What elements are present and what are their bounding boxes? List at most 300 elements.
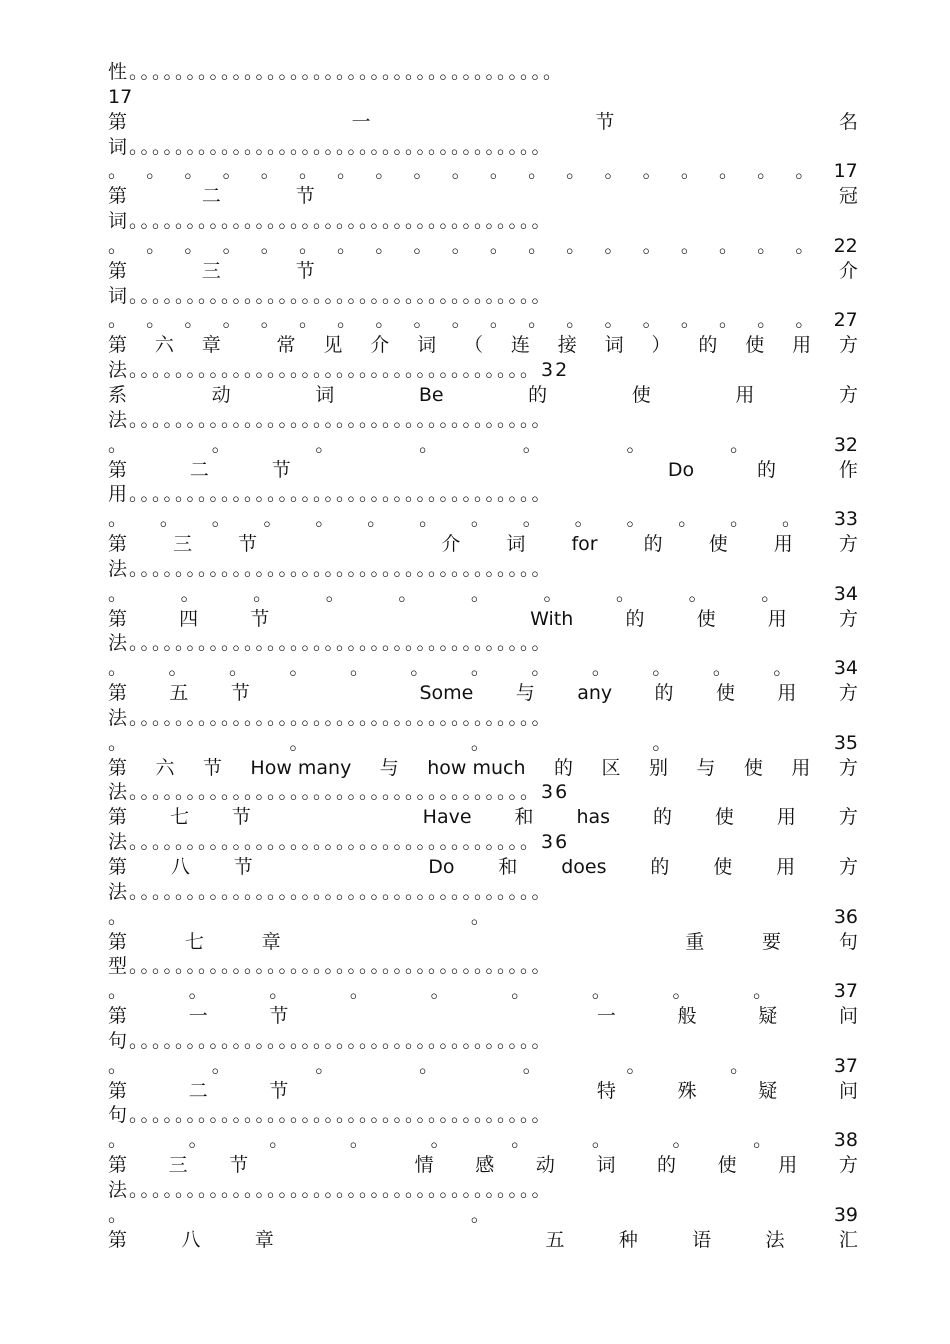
toc-token: 作 bbox=[838, 458, 858, 481]
toc-token: 用 bbox=[776, 856, 796, 878]
toc-token: 。 bbox=[349, 1129, 369, 1152]
toc-token: 。 bbox=[470, 731, 490, 754]
toc-token: 。 bbox=[108, 309, 128, 332]
toc-token: Be bbox=[418, 383, 444, 406]
toc-token: 第 bbox=[108, 756, 128, 779]
toc-token: 。 bbox=[489, 309, 509, 332]
toc-token: 。 bbox=[522, 433, 542, 456]
toc-line bbox=[108, 110, 858, 135]
toc-token: 法。。。。。。。。。。。。。。。。。。。。。。。。。。。。。。。。。。。36 bbox=[108, 831, 570, 854]
toc-line bbox=[108, 1178, 858, 1203]
toc-token: 。 bbox=[688, 582, 708, 605]
toc-token: 节 bbox=[233, 856, 253, 878]
toc-token: （ bbox=[463, 334, 483, 357]
toc-token: 第 bbox=[108, 1228, 128, 1251]
toc-token: 用 bbox=[778, 1154, 798, 1177]
toc-token: 。 bbox=[146, 160, 166, 183]
toc-token: 法。。。。。。。。。。。。。。。。。。。。。。。。。。。。。。。。。。。。 bbox=[108, 1178, 553, 1201]
toc-line bbox=[108, 85, 858, 110]
toc-token: 第 bbox=[108, 682, 128, 705]
toc-token: 连 bbox=[510, 334, 530, 357]
toc-token: 第 bbox=[108, 930, 128, 953]
toc-token: 。 bbox=[642, 309, 662, 332]
toc-token: 法。。。。。。。。。。。。。。。。。。。。。。。。。。。。。。。。。。。36 bbox=[108, 781, 570, 804]
toc-line bbox=[108, 1103, 858, 1128]
toc-token: 。 bbox=[108, 731, 128, 754]
toc-token: 。 bbox=[367, 508, 387, 531]
toc-token: 法。。。。。。。。。。。。。。。。。。。。。。。。。。。。。。。。。。。。 bbox=[108, 557, 553, 580]
toc-token: 。 bbox=[470, 905, 490, 928]
toc-token: 32 bbox=[833, 433, 858, 456]
toc-line bbox=[108, 756, 858, 781]
toc-token: 。 bbox=[642, 234, 662, 257]
toc-token: 。 bbox=[108, 657, 128, 680]
toc-token: 。 bbox=[604, 309, 624, 332]
toc-line bbox=[108, 1079, 858, 1104]
toc-token: 方 bbox=[838, 756, 858, 779]
toc-token: 。 bbox=[652, 731, 672, 754]
toc-token: 。 bbox=[325, 582, 345, 605]
toc-token: 。 bbox=[672, 1129, 692, 1152]
toc-token: 。 bbox=[604, 234, 624, 257]
toc-token: 。 bbox=[289, 731, 309, 754]
toc-token: 。 bbox=[375, 234, 395, 257]
toc-line bbox=[108, 706, 858, 731]
toc-line bbox=[108, 482, 858, 507]
toc-token: 常 bbox=[276, 334, 296, 357]
toc-line bbox=[108, 333, 858, 358]
toc-line bbox=[108, 358, 858, 383]
toc-token: 四 bbox=[179, 607, 199, 630]
toc-line bbox=[108, 979, 858, 1004]
toc-token: 型。。。。。。。。。。。。。。。。。。。。。。。。。。。。。。。。。。。。 bbox=[108, 955, 553, 978]
toc-token: 问 bbox=[838, 1079, 858, 1102]
toc-token: 节 bbox=[295, 185, 315, 208]
toc-token: 七 bbox=[169, 806, 189, 829]
toc-token: 。 bbox=[146, 234, 166, 257]
toc-token: 第 bbox=[108, 806, 128, 829]
toc-line bbox=[108, 433, 858, 458]
toc-line bbox=[108, 135, 858, 160]
toc-token: 一 bbox=[351, 110, 371, 133]
toc-token: 。 bbox=[489, 160, 509, 183]
toc-token: Do bbox=[667, 458, 695, 481]
toc-token: 35 bbox=[833, 731, 858, 754]
toc-token: 区 bbox=[601, 756, 621, 779]
toc-token: 。 bbox=[470, 1203, 490, 1226]
toc-line bbox=[108, 607, 858, 632]
toc-line bbox=[108, 60, 858, 85]
toc-token: 。 bbox=[108, 433, 128, 456]
toc-token: 汇 bbox=[838, 1228, 858, 1251]
toc-token: 。 bbox=[188, 980, 208, 1003]
toc-token: 。 bbox=[528, 160, 548, 183]
toc-token: 。 bbox=[108, 582, 128, 605]
toc-token: 。 bbox=[184, 160, 204, 183]
toc-token: 。 bbox=[253, 582, 273, 605]
toc-token: 。 bbox=[773, 657, 793, 680]
toc-token: 词。。。。。。。。。。。。。。。。。。。。。。。。。。。。。。。。。。。。 bbox=[108, 284, 553, 307]
toc-token: 重 bbox=[685, 930, 705, 953]
toc-token: 。 bbox=[470, 582, 490, 605]
toc-token: 用。。。。。。。。。。。。。。。。。。。。。。。。。。。。。。。。。。。。 bbox=[108, 483, 553, 506]
toc-token: 六 bbox=[154, 334, 174, 357]
toc-token: How many bbox=[250, 756, 352, 779]
toc-token: 。 bbox=[652, 657, 672, 680]
toc-token: 。 bbox=[168, 657, 188, 680]
toc-token: 的 bbox=[528, 383, 548, 406]
toc-token: 。 bbox=[413, 234, 433, 257]
toc-token: 特 bbox=[596, 1079, 616, 1102]
toc-token: 节 bbox=[595, 110, 615, 133]
toc-token: 。 bbox=[269, 1129, 289, 1152]
toc-token: 37 bbox=[833, 1054, 858, 1077]
toc-token: 和 bbox=[498, 856, 518, 878]
toc-token: 。 bbox=[680, 160, 700, 183]
toc-token: 。 bbox=[260, 234, 280, 257]
toc-token: With bbox=[530, 607, 574, 630]
toc-token: 第 bbox=[108, 1005, 128, 1028]
toc-token: 方 bbox=[838, 1154, 858, 1177]
toc-token: 。 bbox=[522, 1054, 542, 1077]
toc-line bbox=[108, 284, 858, 309]
toc-token: 38 bbox=[833, 1129, 858, 1152]
toc-token: 。 bbox=[470, 657, 490, 680]
toc-token: 。 bbox=[489, 234, 509, 257]
toc-token: 。 bbox=[757, 309, 777, 332]
toc-token: 。 bbox=[511, 1129, 531, 1152]
toc-token: Some bbox=[419, 682, 474, 705]
toc-token: 的 bbox=[757, 458, 777, 481]
toc-token: 。 bbox=[531, 657, 551, 680]
toc-token: 和 bbox=[514, 806, 534, 829]
toc-token: 情 bbox=[414, 1154, 434, 1177]
toc-token: 22 bbox=[833, 234, 858, 257]
toc-line bbox=[108, 631, 858, 656]
toc-token: 用 bbox=[791, 756, 811, 779]
toc-line bbox=[108, 830, 858, 855]
toc-token: 。 bbox=[211, 433, 231, 456]
toc-token: 般 bbox=[677, 1005, 697, 1028]
toc-token: 。 bbox=[410, 657, 430, 680]
toc-token: 。 bbox=[757, 160, 777, 183]
toc-token: 使 bbox=[696, 607, 716, 630]
toc-token: 。 bbox=[222, 309, 242, 332]
toc-token: 接 bbox=[557, 334, 577, 357]
toc-token: 八 bbox=[181, 1228, 201, 1251]
toc-token: 二 bbox=[188, 1079, 208, 1102]
toc-token: 使 bbox=[714, 806, 734, 829]
toc-token: 。 bbox=[211, 1054, 231, 1077]
toc-token: 方 bbox=[838, 383, 858, 406]
toc-token: 法 bbox=[765, 1228, 785, 1251]
toc-token: 的 bbox=[625, 607, 645, 630]
toc-token: does bbox=[561, 856, 607, 878]
toc-token: 七 bbox=[184, 930, 204, 953]
toc-token: 。 bbox=[298, 160, 318, 183]
toc-token: 。 bbox=[315, 433, 335, 456]
toc-token: 介 bbox=[370, 334, 390, 357]
toc-token: 介 bbox=[441, 533, 461, 556]
toc-token: 。 bbox=[566, 234, 586, 257]
toc-token: 。 bbox=[730, 433, 750, 456]
toc-line bbox=[108, 209, 858, 234]
toc-token: 节 bbox=[269, 1079, 289, 1102]
toc-token: 章 bbox=[261, 930, 281, 953]
toc-token: 与 bbox=[515, 682, 535, 705]
toc-token: 。 bbox=[263, 508, 283, 531]
toc-line bbox=[108, 1153, 858, 1178]
toc-token: 。 bbox=[470, 508, 490, 531]
toc-token: 词 bbox=[315, 383, 335, 406]
toc-token: 使 bbox=[708, 533, 728, 556]
toc-line bbox=[108, 954, 858, 979]
toc-token: 。 bbox=[543, 582, 563, 605]
toc-token: 法。。。。。。。。。。。。。。。。。。。。。。。。。。。。。。。。。。。32 bbox=[108, 359, 570, 382]
toc-token: 词 bbox=[596, 1154, 616, 1177]
toc-token: 。 bbox=[337, 160, 357, 183]
toc-token: 。 bbox=[591, 980, 611, 1003]
toc-token: 问 bbox=[838, 1005, 858, 1028]
toc-token: 节 bbox=[202, 756, 222, 779]
toc-token: 。 bbox=[626, 1054, 646, 1077]
toc-token: 。 bbox=[528, 234, 548, 257]
toc-token: 介 bbox=[838, 259, 858, 282]
toc-line bbox=[108, 1203, 858, 1228]
toc-token: 的 bbox=[643, 533, 663, 556]
toc-token: 。 bbox=[289, 657, 309, 680]
toc-token: 。 bbox=[566, 160, 586, 183]
toc-token: 。 bbox=[430, 980, 450, 1003]
toc-token: 第 bbox=[108, 533, 128, 556]
toc-token: 。 bbox=[349, 980, 369, 1003]
toc-token: 。 bbox=[180, 582, 200, 605]
toc-token: 。 bbox=[269, 980, 289, 1003]
toc-token: 殊 bbox=[677, 1079, 697, 1102]
toc-token: 第 bbox=[108, 110, 128, 133]
toc-token: 。 bbox=[604, 160, 624, 183]
toc-token: 方 bbox=[838, 334, 858, 357]
toc-token: 法。。。。。。。。。。。。。。。。。。。。。。。。。。。。。。。。。。。。 bbox=[108, 408, 553, 431]
toc-token: 一 bbox=[596, 1005, 616, 1028]
toc-token: how much bbox=[427, 756, 526, 779]
toc-token: 。 bbox=[349, 657, 369, 680]
toc-line bbox=[108, 159, 858, 184]
toc-token: 别 bbox=[648, 756, 668, 779]
toc-token: 。 bbox=[375, 309, 395, 332]
toc-token: 17 bbox=[108, 85, 133, 108]
toc-token: 第 bbox=[108, 1154, 128, 1177]
toc-token: 节 bbox=[238, 533, 258, 556]
toc-token: 节 bbox=[231, 806, 251, 829]
toc-token: 。 bbox=[528, 309, 548, 332]
toc-line bbox=[108, 259, 858, 284]
toc-line bbox=[108, 507, 858, 532]
toc-token: 冠 bbox=[838, 185, 858, 208]
toc-token: 用 bbox=[777, 682, 797, 705]
toc-token: 第 bbox=[108, 856, 128, 878]
toc-token: 。 bbox=[451, 234, 471, 257]
toc-token: has bbox=[576, 806, 611, 829]
toc-token: 。 bbox=[413, 160, 433, 183]
toc-token: 。 bbox=[795, 309, 815, 332]
toc-line bbox=[108, 1054, 858, 1079]
toc-token: 。 bbox=[753, 980, 773, 1003]
toc-token: 。 bbox=[730, 508, 750, 531]
toc-line bbox=[108, 656, 858, 681]
toc-token: 。 bbox=[574, 508, 594, 531]
toc-line bbox=[108, 234, 858, 259]
toc-token: 三 bbox=[201, 259, 221, 282]
toc-token: 疑 bbox=[758, 1005, 778, 1028]
toc-token: 动 bbox=[535, 1154, 555, 1177]
toc-token: 。 bbox=[626, 433, 646, 456]
toc-token: 。 bbox=[451, 309, 471, 332]
toc-token: 37 bbox=[833, 980, 858, 1003]
toc-token: 。 bbox=[761, 582, 781, 605]
toc-token: 节 bbox=[295, 259, 315, 282]
toc-token: 。 bbox=[419, 508, 439, 531]
toc-token: 用 bbox=[767, 607, 787, 630]
toc-token: 与 bbox=[379, 756, 399, 779]
toc-token: 法。。。。。。。。。。。。。。。。。。。。。。。。。。。。。。。。。。。。 bbox=[108, 632, 553, 655]
toc-token: for bbox=[571, 533, 598, 556]
toc-token: 系 bbox=[108, 383, 128, 406]
toc-token: 六 bbox=[155, 756, 175, 779]
toc-token: 二 bbox=[189, 458, 209, 481]
toc-token: 第 bbox=[108, 334, 128, 357]
toc-token: any bbox=[577, 682, 613, 705]
toc-token: ） bbox=[651, 334, 671, 357]
toc-token: 的 bbox=[652, 806, 672, 829]
toc-token: 三 bbox=[168, 1154, 188, 1177]
toc-token: 。 bbox=[188, 1129, 208, 1152]
toc-token: 第 bbox=[108, 607, 128, 630]
toc-token: 的 bbox=[657, 1154, 677, 1177]
toc-line bbox=[108, 532, 858, 557]
toc-token: 与 bbox=[696, 756, 716, 779]
toc-token: 。 bbox=[222, 234, 242, 257]
toc-token: 用 bbox=[735, 383, 755, 406]
toc-token: 节 bbox=[230, 682, 250, 705]
toc-token: 。 bbox=[719, 160, 739, 183]
toc-token: 。 bbox=[642, 160, 662, 183]
toc-line bbox=[108, 408, 858, 433]
toc-token: 。 bbox=[795, 234, 815, 257]
toc-token: 用 bbox=[776, 806, 796, 829]
toc-token: 。 bbox=[228, 657, 248, 680]
toc-token: 句。。。。。。。。。。。。。。。。。。。。。。。。。。。。。。。。。。。。 bbox=[108, 1104, 553, 1127]
toc-token: 。 bbox=[712, 657, 732, 680]
toc-page bbox=[108, 60, 858, 1253]
toc-token: 要 bbox=[762, 930, 782, 953]
toc-token: 。 bbox=[757, 234, 777, 257]
toc-token: 。 bbox=[108, 160, 128, 183]
toc-line bbox=[108, 1004, 858, 1029]
toc-token: 的 bbox=[554, 756, 574, 779]
toc-line bbox=[108, 184, 858, 209]
toc-token: 39 bbox=[833, 1203, 858, 1226]
toc-token: 节 bbox=[229, 1154, 249, 1177]
toc-token: Do bbox=[428, 856, 455, 878]
toc-token: 。 bbox=[108, 1129, 128, 1152]
toc-token: 。 bbox=[680, 309, 700, 332]
toc-token: 27 bbox=[833, 309, 858, 332]
toc-token: 三 bbox=[173, 533, 193, 556]
toc-line bbox=[108, 308, 858, 333]
toc-token: 见 bbox=[323, 334, 343, 357]
toc-token: 节 bbox=[250, 607, 270, 630]
toc-token: 。 bbox=[591, 657, 611, 680]
toc-token: 法。。。。。。。。。。。。。。。。。。。。。。。。。。。。。。。。。。。。 bbox=[108, 706, 553, 729]
toc-token: 17 bbox=[833, 160, 858, 183]
toc-line bbox=[108, 1228, 858, 1253]
toc-token: 。 bbox=[184, 309, 204, 332]
toc-token: 。 bbox=[108, 234, 128, 257]
toc-token: 第 bbox=[108, 259, 128, 282]
toc-token: 。 bbox=[375, 160, 395, 183]
toc-token: 词。。。。。。。。。。。。。。。。。。。。。。。。。。。。。。。。。。。。 bbox=[108, 135, 553, 158]
toc-token: 。 bbox=[678, 508, 698, 531]
toc-token: 。 bbox=[719, 234, 739, 257]
toc-token: 。 bbox=[419, 1054, 439, 1077]
toc-token: 五 bbox=[545, 1228, 565, 1251]
toc-token: 词 bbox=[506, 533, 526, 556]
toc-token: 的 bbox=[650, 856, 670, 878]
toc-line bbox=[108, 681, 858, 706]
toc-token: 第 bbox=[108, 1079, 128, 1102]
toc-token: 。 bbox=[315, 508, 335, 531]
toc-token: 二 bbox=[201, 185, 221, 208]
toc-token: 。 bbox=[159, 508, 179, 531]
toc-token: 句。。。。。。。。。。。。。。。。。。。。。。。。。。。。。。。。。。。。 bbox=[108, 1029, 553, 1052]
toc-token: 方 bbox=[838, 806, 858, 829]
toc-token: 。 bbox=[430, 1129, 450, 1152]
toc-token: 。 bbox=[419, 433, 439, 456]
toc-line bbox=[108, 780, 858, 805]
toc-token: 。 bbox=[108, 980, 128, 1003]
toc-token: 。 bbox=[413, 309, 433, 332]
toc-token: 语 bbox=[692, 1228, 712, 1251]
toc-token: 。 bbox=[108, 508, 128, 531]
toc-token: 第 bbox=[108, 458, 128, 481]
toc-token: 词。。。。。。。。。。。。。。。。。。。。。。。。。。。。。。。。。。。。 bbox=[108, 210, 553, 233]
toc-token: 。 bbox=[616, 582, 636, 605]
toc-token: 的 bbox=[698, 334, 718, 357]
toc-token: 。 bbox=[522, 508, 542, 531]
toc-token: Have bbox=[422, 806, 472, 829]
toc-token: 。 bbox=[626, 508, 646, 531]
toc-token: 词 bbox=[604, 334, 624, 357]
toc-token: 法。。。。。。。。。。。。。。。。。。。。。。。。。。。。。。。。。。。。 bbox=[108, 880, 553, 903]
toc-line bbox=[108, 880, 858, 905]
toc-token: 。 bbox=[298, 309, 318, 332]
toc-token: 种 bbox=[618, 1228, 638, 1251]
toc-token: 方 bbox=[838, 682, 858, 705]
toc-line bbox=[108, 582, 858, 607]
toc-token: 33 bbox=[833, 508, 858, 531]
toc-token: 34 bbox=[833, 582, 858, 605]
toc-token: 。 bbox=[184, 234, 204, 257]
toc-line bbox=[108, 930, 858, 955]
toc-token: 。 bbox=[108, 905, 128, 928]
toc-token: 。 bbox=[222, 160, 242, 183]
toc-token: 使 bbox=[717, 1154, 737, 1177]
toc-token: 节 bbox=[271, 458, 291, 481]
toc-token: 。 bbox=[108, 1203, 128, 1226]
toc-token: 章 bbox=[201, 334, 221, 357]
toc-token: 用 bbox=[773, 533, 793, 556]
